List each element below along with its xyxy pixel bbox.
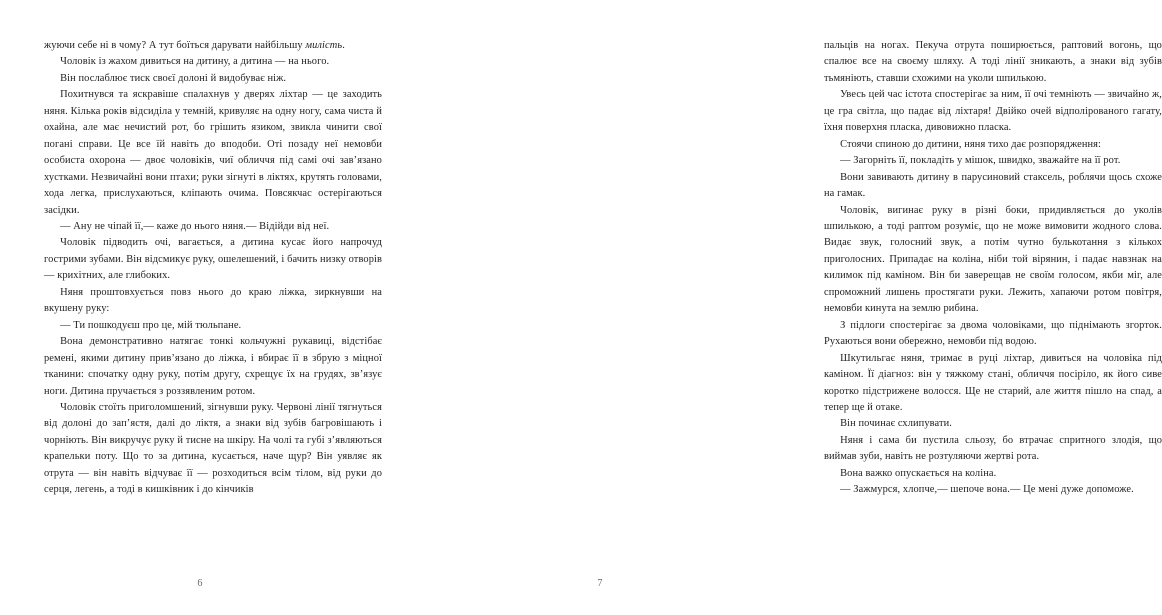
left-page-text-column — [44, 38, 382, 499]
paragraph: Вони завивають дитину в парусиновий стаксель, роблячи щось схоже на гамак. — [824, 171, 1162, 200]
left-page-number: 6 — [197, 578, 203, 589]
paragraph: Шкутильгає няня, тримає в руці ліхтар, дивиться на чоловіка під каміном. Її діагноз: він у тяжкому стані, обличчя посіріло, як його сиве коротко підстрижене волосся. Ще не старий, але життя пішло на спад, а тепер ще й отаке. — [824, 352, 1162, 413]
paragraph: Вона важко опускається на коліна. — [840, 467, 997, 479]
text-run: . — [342, 40, 345, 51]
paragraph: З підлоги спостерігає за двома чоловіками, що піднімають згорток. Рухаються вони обережно, немовби під водою. — [824, 319, 1162, 348]
paragraph: Він послаблює тиск своєї долоні й видобуває ніж. — [60, 72, 287, 84]
paragraph — [44, 38, 382, 54]
paragraph: Няня проштовхується повз нього до краю ліжка, зиркнувши на вкушену руку: — [44, 286, 382, 315]
paragraph: Чоловік, вигинає руку в різні боки, придивляється до уколів шпилькою, а тоді раптом розуміє, що не може вимовити жодного слова. Видає звук, голосний звук, а потім чутно булькотання з кількох приголосних. Припадає на коліна, ніби той вірянин, і падає навзнак на килимок під каміном. Він би заверещав не своїм голосом, якби міг, але спроможний лишень простягати руки. Лежить, хапаючи ротом повітря, немовби кинута на землю рибина. — [824, 204, 1162, 315]
right-page-text-column — [824, 38, 1162, 499]
paragraph: Няня і сама би пустила сльозу, бо втрачає спритного злодія, що виймав зуби, навіть не розтуляючи жертві рота. — [824, 434, 1162, 463]
text-run: жуючи себе ні в чому? А тут боїться дарувати найбільшу — [44, 40, 306, 51]
paragraph: — Загорніть її, покладіть у мішок, швидко, зважайте на її рот. — [840, 155, 1121, 167]
paragraph: Чоловік стоїть приголомшений, зігнувши руку. Червоні лінії тягнуться від долоні до зап’ястя, далі до ліктя, а знаки від зубів багровішають і чорніють. Він викручує руку й тисне на шкіру. На чолі та губі з’являються крапельки поту. Що то за дитина, кусається, наче щур? Він уявляє як отрута — він навіть відчуває її — розходиться всім тілом, від руки до серця, легень, а тоді в кишківник і до кінчиків — [44, 401, 382, 496]
left-page — [0, 0, 400, 615]
right-page-number: 7 — [597, 578, 603, 589]
paragraph: — Зажмурся, хлопче,— шепоче вона.— Це мені дуже допоможе. — [840, 484, 1134, 496]
paragraph: Він починає схлипувати. — [840, 418, 952, 430]
right-page — [400, 0, 1162, 615]
paragraph: Стоячи спиною до дитини, няня тихо дає розпорядження: — [840, 138, 1102, 150]
paragraph: Вона демонстративно натягає тонкі кольчужні рукавиці, відстібає ремені, якими дитину прив’язано до ліжка, і вбирає її в збрую з міцної тканини: спочатку одну руку, потім другу, схрещує їх на грудях, зв’язує ноги. Дитина пручається з роззявленим ротом. — [44, 336, 382, 397]
paragraph: Похитнувся та яскравіше спалахнув у дверях ліхтар — це заходить няня. Кілька років відсиділа у темній, кривуляє на одну ногу, сама чиста й охайна, але має нечистий рот, бо грішить язиком, звикла чинити свої погані справи. Це все їй навіть до вподоби. Оті позаду неї немовби особиста охорона — двоє чоловіків, чиї обличчя під самі очі зав’язано хустками. Незвичайні вони птахи; руки зігнуті в ліктях, крутять головами, хода легка, прислухаються, кліпають очима. Повсякчас остерігаються засідки. — [44, 89, 382, 216]
paragraph: Увесь цей час істота спостерігає за ним, її очі темніють — звичайно ж, це гра світла, що падає від ліхтаря! Двійко очей відполірованого гагату, їхня поверхня пласка, дивовижно пласка. — [824, 89, 1162, 134]
paragraph: Чоловік підводить очі, вагається, а дитина кусає його напрочуд гострими зубами. Він відсмикує руку, ошелешений, і бачить низку отворів — крихітних, але глибоких. — [44, 237, 382, 282]
paragraph: Чоловік із жахом дивиться на дитину, а дитина — на нього. — [60, 56, 330, 68]
paragraph: — Ану не чіпай її,— каже до нього няня.— Відійди від неї. — [60, 220, 330, 232]
paragraph: пальців на ногах. Пекуча отрута поширюється, раптовий вогонь, що спалює все на своєму шляху. А тоді лінії зникають, а знаки від зубів тьмяніють, ставши схожими на уколи шпилькою. — [824, 40, 1162, 84]
paragraph: — Ти пошкодуєш про це, мій тюльпане. — [60, 319, 242, 331]
italic-text-run: милість — [305, 40, 343, 51]
